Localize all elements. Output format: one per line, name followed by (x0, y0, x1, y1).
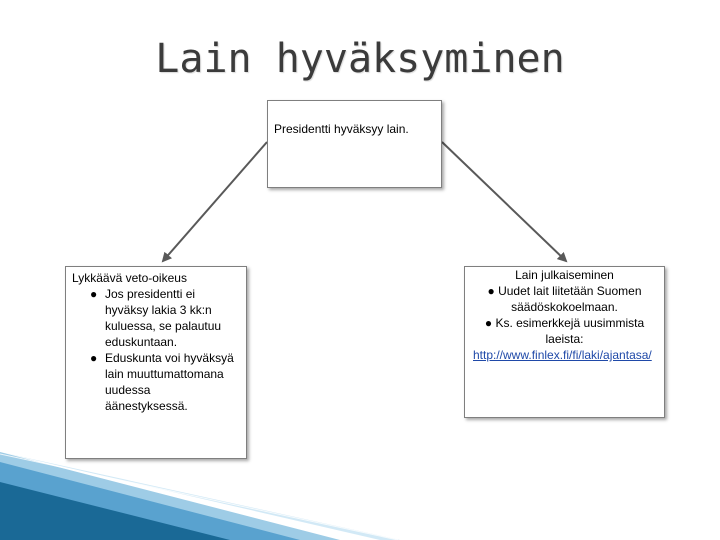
list-item: ● Ks. esimerkkejä uusimmista laeista: (484, 316, 645, 346)
suspensive-veto-box (65, 266, 247, 459)
suspensive-veto-heading: Lykkäävä veto-oikeus (72, 271, 187, 285)
list-item: ● Eduskunta voi hyväksyä lain muuttumattomana uudessa äänestyksessä. (90, 351, 234, 413)
bullet-icon: ● (90, 287, 98, 301)
president-approves-text: Presidentti hyväksyy lain. (274, 122, 409, 136)
law-publication-list (469, 283, 660, 347)
suspensive-veto-list (72, 286, 240, 414)
bullet-icon: ● (90, 351, 98, 365)
arrow-to-right-box (442, 142, 566, 261)
list-item: ● Jos presidentti ei hyväksy lakia 3 kk:n kuluessa, se palautuu eduskuntaan. (90, 287, 222, 349)
bullet-icon: ● (487, 284, 499, 298)
finlex-link[interactable]: http://www.finlex.fi/fi/laki/ajantasa/ (473, 348, 652, 362)
arrow-to-left-box (163, 142, 267, 261)
law-publication-box (464, 266, 665, 418)
bullet-icon: ● (484, 316, 496, 330)
law-publication-heading: Lain julkaiseminen (515, 268, 614, 282)
president-approves-box (267, 100, 442, 188)
list-item: ● Uudet lait liitetään Suomen säädöskokoelmaan. (487, 284, 642, 314)
corner-decoration (0, 452, 400, 540)
slide-title: Lain hyväksyminen (155, 36, 565, 82)
